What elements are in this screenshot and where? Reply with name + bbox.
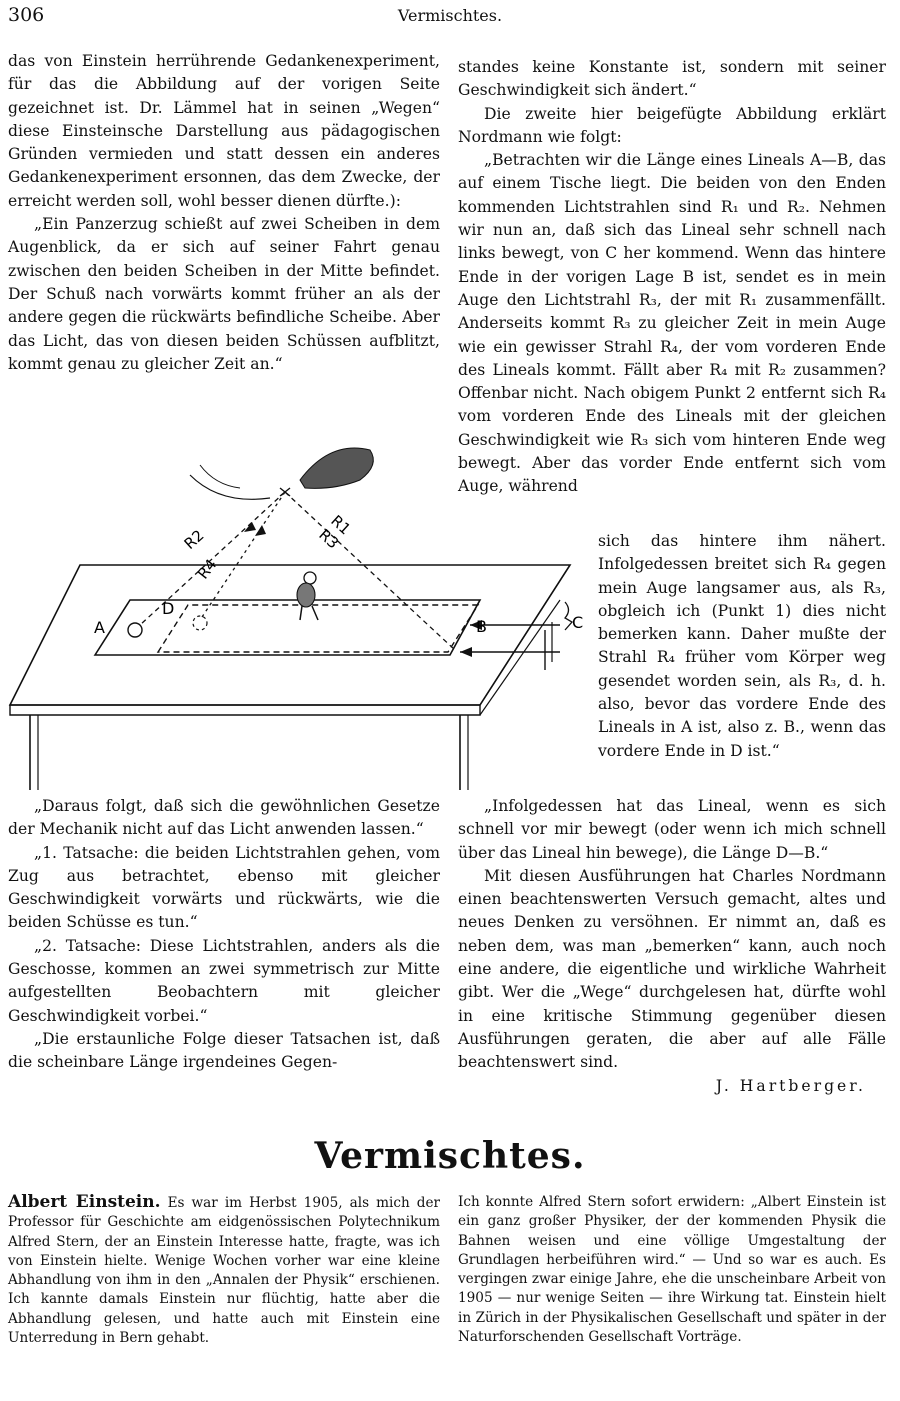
- right-column-bottom: [458, 795, 886, 1098]
- motion-arrowhead: [460, 647, 472, 657]
- paragraph: [8, 1193, 440, 1348]
- paragraph: Ich konnte Alfred Stern sofort erwidern: „Albert Einstein ist ein ganz großer Physiker, der der kommenden Physik die Bahnen weisen und eine völlige Umgestaltung der Grundlagen herbeiführen wird.“ — Und so war es auch. Es vergingen zwar einige Jahre, ehe die unscheinbare Arbeit von 1905 — nur wenige Seiten — ihre Wirkung tat. Einstein hielt in Zürich in der Physikalischen Gesellschaft und später in der Naturforschenden Gesellschaft Vorträge.: [458, 1194, 886, 1346]
- paragraph: das von Einstein herrührende Gedankenexperiment, für das die Abbildung auf der vorigen Seite gezeichnet ist. Dr. Lämmel hat in seinen „Wegen“ diese Einsteinsche Darstellung aus pädagogischen Gründen vermieden und statt dessen ein anderes Gedankenexperiment ersonnen, das dem Zwecke, der erreicht werden soll, wohl besser dienen dürfte.):: [8, 52, 440, 210]
- paragraph: „1. Tatsache: die beiden Lichtstrahlen gehen, vom Zug aus betrachtet, ebenso mit gleicher Geschwindigkeit vorwärts und rückwärts, wie die beiden Schüsse es tun.“: [8, 843, 440, 932]
- ruler-solid: [95, 600, 480, 655]
- run-in-heading: Albert Einstein.: [8, 1192, 161, 1212]
- table-side: [480, 600, 560, 715]
- paragraph: Mit diesen Ausführungen hat Charles Nordmann einen beachtenswerten Versuch gemacht, altes und neues Denken zu versöhnen. Er nimmt an, daß es neben dem, was man „bemerken“ kann, auch noch eine andere, die eigentliche und wirkliche Wahrheit gibt. Wer die „Wege“ durchgelesen hat, dürfte wohl in eine kritische Stimmung gegenüber diesen Ausführungen geraten, die aber auf alle Fälle beachtenswert sind.: [458, 866, 886, 1072]
- paragraph: standes keine Konstante ist, sondern mit seiner Geschwindigkeit sich ändert.“: [458, 58, 886, 100]
- label-b: B: [476, 617, 487, 636]
- paragraph: Die zweite hier beigefügte Abbildung erklärt Nordmann wie folgt:: [458, 104, 886, 146]
- ray-arrowhead: [255, 525, 266, 536]
- hand-sketch: [200, 465, 240, 488]
- left-column-top: [8, 50, 440, 376]
- paragraph: „2. Tatsache: Diese Lichtstrahlen, anders als die Geschosse, kommen an zwei symmetrisch zur Mitte aufgestellten Beobachtern mit gleicher Geschwindigkeit vorbei.“: [8, 936, 440, 1025]
- paragraph-text: Es war im Herbst 1905, als mich der Professor für Geschichte am eidgenössischen Polytechnikum Alfred Stern, der an Einstein Interesse hatte, fragte, was ich von Einstein hielte. Wenige Wochen vorher war eine kleine Abhandlung von ihm in den „Annalen der Physik“ erschienen. Ich kannte damals Einstein nur flüchtig, hatte aber die Abhandlung gelesen, und hatte auch mit Einstein eine Unterredung in Bern gehabt.: [8, 1195, 440, 1347]
- observer-leg: [312, 606, 318, 620]
- observer-leg: [300, 606, 302, 620]
- table-edge: [10, 705, 480, 715]
- observer-head: [304, 572, 316, 584]
- label-r4: R4: [193, 555, 221, 583]
- paragraph: sich das hintere ihm nähert. Infolgedessen breitet sich R₄ gegen mein Auge langsamer aus, als R₃, obgleich ich (Punkt 1) dies nicht bemerken kann. Daher mußte der Strahl R₄ früher vom Körper weg gesendet worden sein, als R₃, d. h. also, bevor das vordere Ende des Lineals in A ist, also z. B., wenn das vordere Ende in D ist.“: [598, 532, 886, 760]
- ruler-hole-dashed: [193, 616, 207, 630]
- label-r1: R1: [327, 511, 355, 539]
- signature: J. Hartberger.: [715, 1076, 866, 1095]
- bracket-c: [565, 602, 572, 630]
- paragraph: „Betrachten wir die Länge eines Lineals A—B, das auf einem Tische liegt. Die beiden von den Enden kommenden Lichtstrahlen sind R₁ und R₂. Nehmen wir nun an, daß sich das Lineal sehr schnell nach links bewegt, von C her kommend. Wenn das hintere Ende in der vorigen Lage B ist, sendet es in mein Auge den Lichtstrahl R₃, der mit R₁ zusammenfällt. Anderseits kommt R₃ zu gleicher Zeit in mein Auge wie ein gewisser Strahl R₄, der vom vorderen Ende des Lineals kommt. Fällt aber R₄ mit R₂ zusammen? Offenbar nicht. Nach obigem Punkt 2 entfernt sich R₄ vom vorderen Ende des Lineals mit der gleichen Geschwindigkeit wie R₃ sich vom hinteren Ende weg bewegt. Aber das vorder Ende entfernt sich vom Auge, während: [458, 151, 886, 496]
- label-a: A: [94, 618, 105, 637]
- label-d: D: [162, 599, 175, 618]
- label-r3: R3: [315, 525, 343, 553]
- section-title: Vermischtes.: [314, 1135, 586, 1177]
- figure-drawing: [0, 410, 600, 790]
- ruler-hole: [128, 623, 142, 637]
- observer-body: [297, 583, 315, 607]
- head-sketch: [300, 448, 373, 488]
- paragraph: „Ein Panzerzug schießt auf zwei Scheiben in dem Augenblick, da er sich auf seiner Fahrt genau zwischen den beiden Scheiben in der Mitte befindet. Der Schuß nach vorwärts kommt früher an als der andere gegen die rückwärts befindliche Scheibe. Aber das Licht, das von diesen beiden Schüssen aufblitzt, kommt genau zu gleicher Zeit an.“: [8, 215, 440, 373]
- left-column-bottom: [8, 795, 440, 1075]
- hand-sketch: [190, 475, 270, 499]
- figure-lineal-diagram: [0, 410, 600, 790]
- ray-r1-r3: [285, 492, 455, 650]
- paragraph: „Die erstaunliche Folge dieser Tatsachen ist, daß die scheinbare Länge irgendeines Gegen-: [8, 1029, 440, 1072]
- paragraph: „Infolgedessen hat das Lineal, wenn es sich schnell vor mir bewegt (oder wenn ich mich schnell über das Lineal hin bewege), die Länge D—B.“: [458, 797, 886, 862]
- label-c: C: [572, 613, 584, 632]
- paragraph: „Daraus folgt, daß sich die gewöhnlichen Gesetze der Mechanik nicht auf das Licht anwenden lassen.“: [8, 797, 440, 839]
- running-title: Vermischtes.: [397, 6, 503, 25]
- label-r2: R2: [180, 526, 208, 553]
- table-side: [480, 565, 570, 705]
- ruler-dashed: [158, 605, 478, 652]
- bottom-left-column: [8, 1193, 440, 1348]
- page-header: [8, 4, 892, 30]
- page-number: 306: [8, 4, 45, 26]
- bottom-right-column: [458, 1193, 886, 1347]
- right-column-wrap-text: [598, 530, 886, 763]
